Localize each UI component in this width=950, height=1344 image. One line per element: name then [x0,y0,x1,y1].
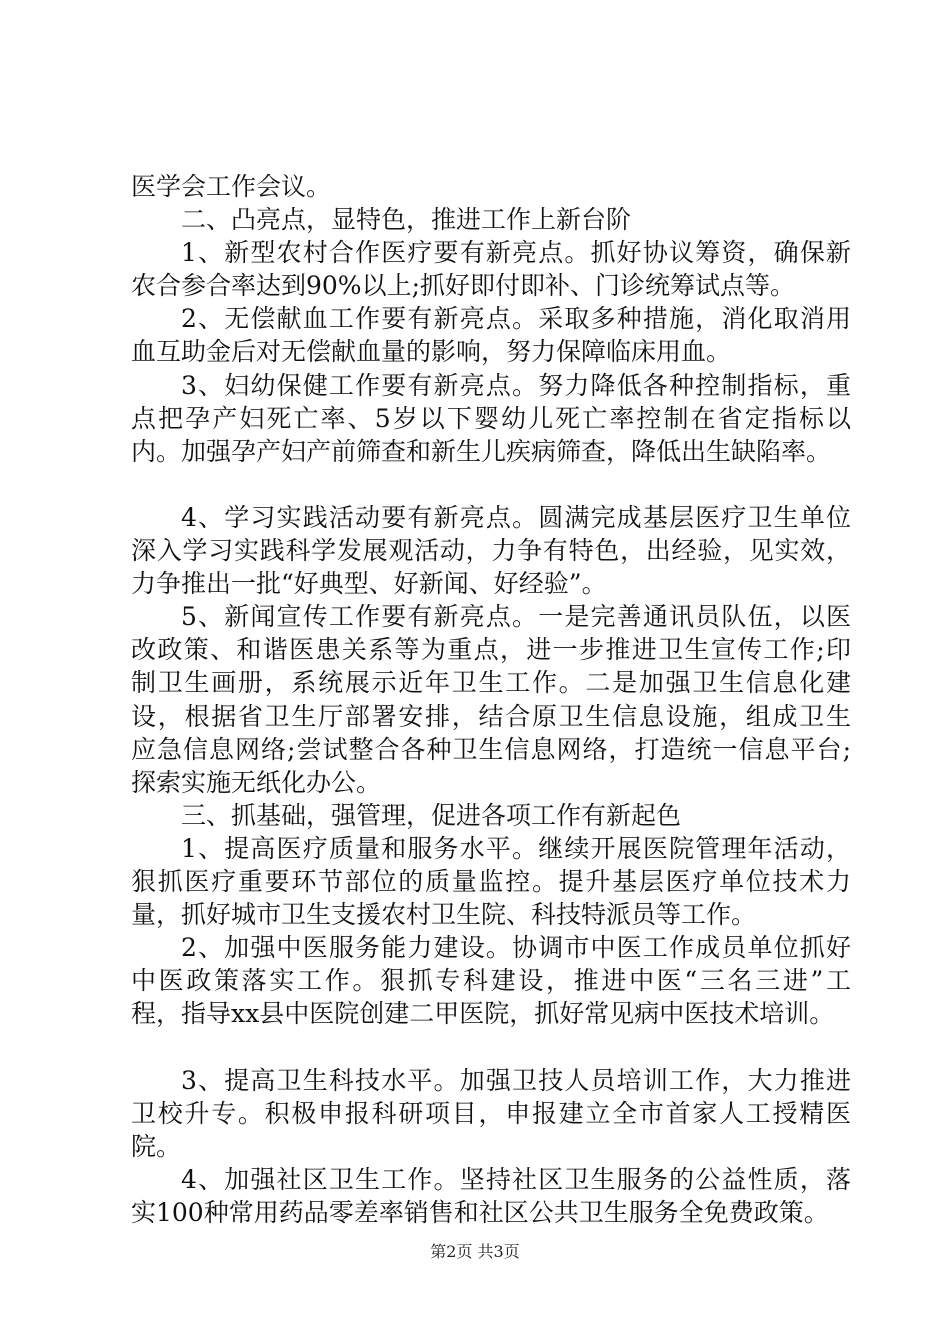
text-line: 探索实施无纸化办公。 [131,767,382,797]
text-line: 院。 [131,1131,182,1161]
text-line: 卫校升专。积极申报科研项目，申报建立全市首家人工授精医 [131,1098,851,1128]
text-line: 4、学习实践活动要有新亮点。圆满完成基层医疗卫生单位 [181,502,851,532]
text-line: 设，根据省卫生厅部署安排，结合原卫生信息设施，组成卫生 [131,701,851,731]
text-line: 内。加强孕产妇产前筛查和新生儿疾病筛查，降低出生缺陷率。 [131,436,832,466]
text-line: 深入学习实践科学发展观活动，力争有特色，出经验，见实效， [131,536,851,566]
document-body [131,170,851,1229]
blank-line [131,468,851,501]
text-line: 5、新闻宣传工作要有新亮点。一是完善通讯员队伍，以医 [181,602,851,632]
text-line: 中医政策落实工作。狠抓专科建设，推进中医“三名三进”工 [131,966,851,996]
text-line: 3、提高卫生科技水平。加强卫技人员培训工作，大力推进 [181,1065,851,1095]
text-line: 程，指导xx县中医院创建二甲医院，抓好常见病中医技术培训。 [131,999,835,1029]
text-line: 实100种常用药品零差率销售和社区公共卫生服务全免费政策。 [131,1197,829,1227]
text-line: 1、提高医疗质量和服务水平。继续开展医院管理年活动， [181,833,851,863]
text-line: 二、凸亮点，显特色，推进工作上新台阶 [181,205,632,235]
text-line: 力争推出一批“好典型、好新闻、好经验”。 [131,569,607,599]
blank-line [131,1030,851,1063]
text-line: 制卫生画册，系统展示近年卫生工作。二是加强卫生信息化建 [131,668,851,698]
text-line: 血互助金后对无偿献血量的影响，努力保障临床用血。 [131,337,732,367]
text-line: 点把孕产妇死亡率、5岁以下婴幼儿死亡率控制在省定指标以 [131,403,851,433]
text-line: 量，抓好城市卫生支援农村卫生院、科技特派员等工作。 [131,900,757,930]
text-line: 应急信息网络;尝试整合各种卫生信息网络，打造统一信息平台; [131,734,851,764]
text-line: 2、无偿献血工作要有新亮点。采取多种措施，消化取消用 [181,304,851,334]
text-line: 改政策、和谐医患关系等为重点，进一步推进卫生宣传工作;印 [131,635,851,665]
text-line: 农合参合率达到90%以上;抓好即付即补、门诊统筹试点等。 [131,271,795,301]
text-line: 2、加强中医服务能力建设。协调市中医工作成员单位抓好 [181,933,851,963]
text-line: 3、妇幼保健工作要有新亮点。努力降低各种控制指标，重 [181,370,851,400]
text-line: 4、加强社区卫生工作。坚持社区卫生服务的公益性质，落 [181,1164,851,1194]
text-line: 医学会工作会议。 [131,172,332,201]
text-line: 1、新型农村合作医疗要有新亮点。抓好协议筹资，确保新 [181,238,851,268]
page-footer: 第2页 共3页 [430,1242,520,1261]
text-line: 狠抓医疗重要环节部位的质量监控。提升基层医疗单位技术力 [131,866,851,896]
text-line: 三、抓基础，强管理，促进各项工作有新起色 [181,800,682,830]
